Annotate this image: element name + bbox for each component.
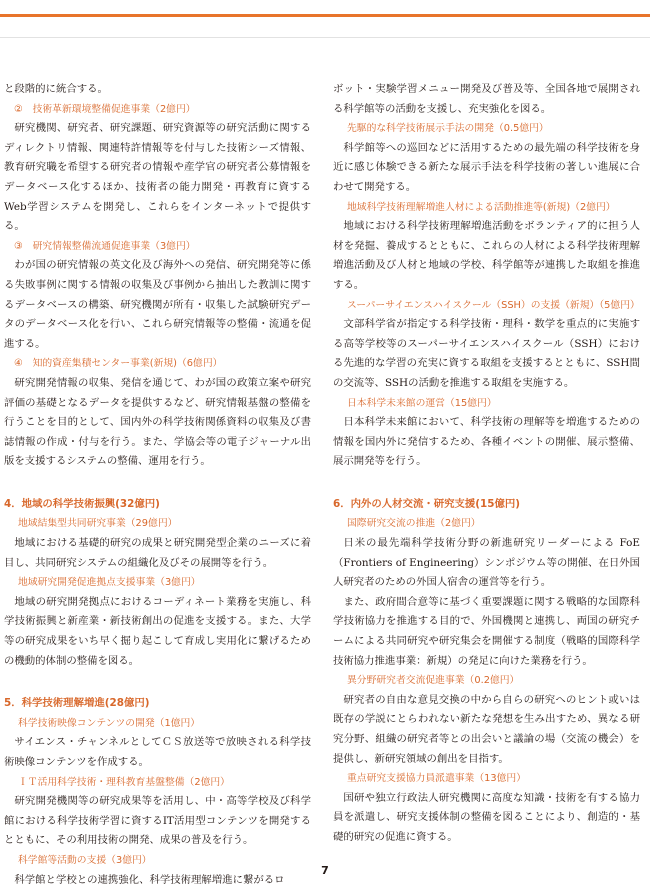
subheading: スーパーサイエンスハイスクール（SSH）の支援（新規）（5億円）: [347, 299, 640, 311]
paragraph: 科学館等への巡回などに活用するための最先端の科学技術を身近に感じ体験できる新たな展示手法を科学技術の著しい進展に合わせて開発する。: [333, 141, 640, 193]
spacer: [4, 472, 311, 495]
subheading: 異分野研究者交流促進事業（0.2億円）: [347, 675, 520, 687]
paragraph: 研究機関、研究者、研究課題、研究資源等の研究活動に関するディレクトリ情報、関連特許情報等を付与した技術シーズ情報、教育研究職を希望する研究者の情報や産学官の研究者公募情報をデータベース化するほか、技術者の能力開発・再教育に資するWeb学習システムを開発し、これらをインターネットで提供する。: [4, 122, 311, 233]
section-heading: 6．内外の人材交流・研究支援(15億円): [333, 497, 521, 510]
subheading: ④ 知的資産集積センター事業(新規)（6億円）: [14, 358, 223, 370]
paragraph: 研究開発情報の収集、発信を通じて、わが国の政策立案や研究評価の基礎となるデータを提供するなど、研究情報基盤の整備を行うことを目的として、国内外の科学技術関係資料の収集及び書誌情報の作成・付与を行う。また、学協会等の電子ジャーナル出版を支援するシステムの整備、運用を行う。: [4, 376, 311, 468]
page-number: 7: [321, 864, 329, 877]
paragraph: 研究者の自由な意見交換の中から自らの研究へのヒント或いは既存の学説にとらわれない新たな発想を生み出すため、異なる研究分野、組織の研究者等との出会いと議論の場（交流の機会）を提供し、新研究領域の創出を目指す。: [333, 693, 640, 765]
subheading: ③ 研究情報整備流通促進事業（3億円）: [14, 240, 196, 252]
subheading: 地域結集型共同研究事業（29億円）: [18, 518, 178, 530]
paragraph: 日本科学未来館において、科学技術の理解等を増進するための情報を国内外に発信するため、各種イベントの開催、展示整備、展示開発等を行う。: [333, 416, 640, 468]
paragraph: 国研や独立行政法人研究機関に高度な知識・技術を有する協力員を派遣し、研究支援体制の整備を図ることにより、創造的・基礎的研究の促進に資する。: [333, 791, 640, 843]
subheading: 科学技術映像コンテンツの開発（1億円）: [18, 717, 201, 729]
spacer: [4, 671, 311, 694]
paragraph: 科学館と学校との連携強化、科学技術理解増進に繋がるロ: [14, 873, 285, 886]
subheading: 国際研究交流の推進（2億円）: [347, 518, 481, 530]
paragraph: 地域における科学技術理解増進活動をボランティア的に担う人材を発掘、養成するとともに、これらの人材による科学技術理解増進活動及び人材と地域の学校、科学館等が連携した取組を推進する。: [333, 220, 640, 291]
subheading: 重点研究支援協力員派遣事業（13億円）: [347, 773, 527, 785]
subheading: ② 技術革新環境整備促進事業（2億円）: [14, 103, 196, 115]
header-accent-rule: [0, 14, 650, 17]
spacer: [333, 472, 640, 495]
right-column: [333, 80, 640, 848]
header-divider: [0, 37, 650, 38]
subheading: 先駆的な科学技術展示手法の開発（0.5億円）: [347, 123, 549, 135]
paragraph: 地域における基礎的研究の成果と研究開発型企業のニーズに着目し、共同研究システムの組織化及びその展開等を行う。: [4, 537, 311, 569]
paragraph: 地域の研究開発拠点におけるコーディネート業務を実施し、科学技術振興と新産業・新技術創出の促進を支援する。また、大学等の研究成果をいち早く掘り起こして育成し実用化に繋げるための機動的体制の整備を図る。: [4, 595, 311, 667]
paragraph: わが国の研究情報の英文化及び海外への発信、研究開発等に係る失敗事例に関する情報の収集及び事例から抽出した教訓に関するデータベースの構築、研究機関が所有・収集した試験研究データのデータベース化を行い、これら研究情報等の整備・流通を促進する。: [4, 259, 311, 350]
section-heading: 4．地域の科学技術振興(32億円): [4, 497, 160, 510]
paragraph: 研究開発機関等の研究成果等を活用し、中・高等学校及び科学館における科学技術学習に資するIT活用型コンテンツを開発するとともに、その利用技術の開発、成果の普及を行う。: [4, 795, 311, 847]
left-column: [4, 80, 311, 890]
subheading: 地域研究開発促進拠点支援事業（3億円）: [18, 577, 201, 589]
subheading: 日本科学未来館の運営（15億円）: [347, 397, 497, 409]
paragraph: と段階的に統合する。: [4, 83, 108, 95]
subheading: ＩＴ活用科学技術・理科教育基盤整備（2億円）: [18, 776, 230, 788]
subheading: 科学館等活動の支援（3億円）: [18, 854, 152, 866]
paragraph: 日米の最先端科学技術分野の新進研究リーダーによる FoE（Frontiers of Engineering）シンポジウム等の開催、在日外国人研究者のための外国人宿舎の運営等を行う。: [333, 537, 640, 589]
subheading: 地域科学技術理解増進人材による活動推進等(新規)（2億円）: [347, 201, 616, 213]
section-heading: 5．科学技術理解増進(28億円): [4, 697, 150, 710]
paragraph: サイエンス・チャンネルとしてＣＳ放送等で放映される科学技術映像コンテンツを作成する。: [4, 736, 311, 768]
paragraph: 文部科学省が指定する科学技術・理科・数学を重点的に実施する高等学校等のスーパーサイエンスハイスクール（SSH）における先進的な学習の充実に資する取組を支援するとともに、SSH間の交流等、SSHの活動を推進する取組を実施する。: [333, 318, 640, 389]
paragraph: ボット・実験学習メニュー開発及び普及等、全国各地で展開される科学館等の活動を支援し、充実強化を図る。: [333, 83, 640, 115]
paragraph: また、政府間合意等に基づく重要課題に関する戦略的な国際科学技術協力を推進する目的で、外国機関と連携し、両国の研究チームによる共同研究や研究集会を開催する制度（戦略的国際科学技術協力推進事業：新規）の発足に向けた業務を行う。: [333, 595, 640, 667]
